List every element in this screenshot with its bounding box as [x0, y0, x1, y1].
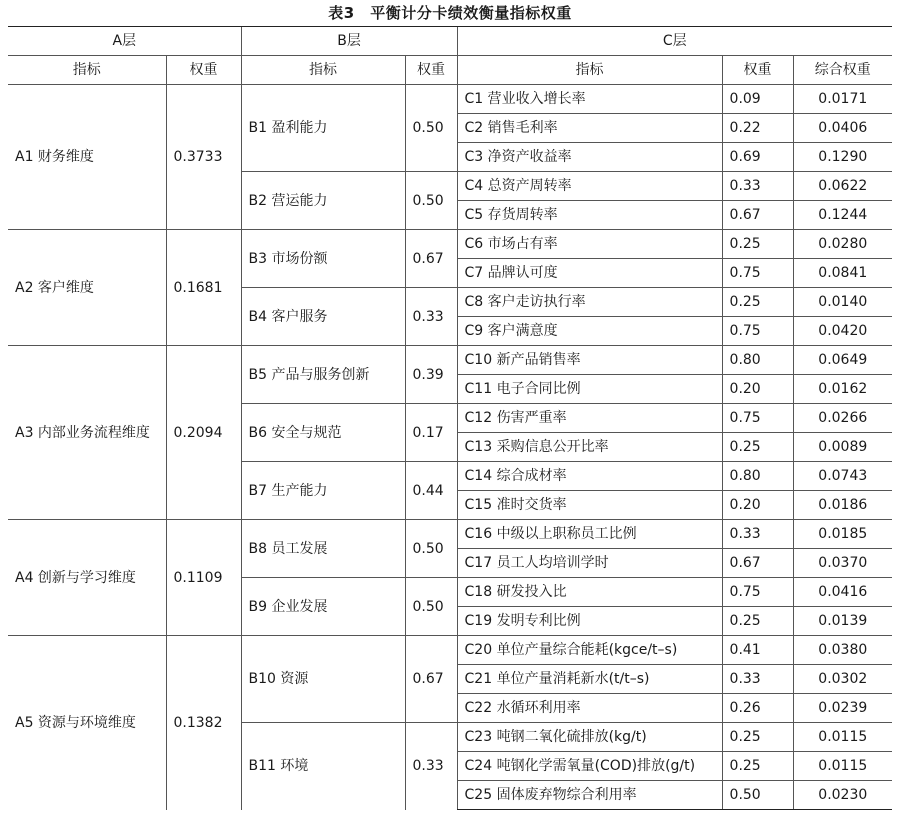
c-combined-weight-cell: 0.0280	[793, 230, 892, 259]
table-body	[8, 85, 892, 810]
b-weight-cell: 0.50	[405, 578, 457, 636]
c-combined-weight-cell: 0.0239	[793, 694, 892, 723]
c-combined-weight-cell: 0.0406	[793, 114, 892, 143]
c-weight-cell: 0.25	[722, 607, 793, 636]
c-indicator-cell: C23 吨钢二氧化硫排放(kg/t)	[457, 723, 722, 752]
c-combined-weight-cell: 0.0185	[793, 520, 892, 549]
header-b-indicator: 指标	[241, 56, 405, 85]
c-weight-cell: 0.69	[722, 143, 793, 172]
b-weight-cell: 0.17	[405, 404, 457, 462]
c-weight-cell: 0.67	[722, 549, 793, 578]
c-combined-weight-cell: 0.0370	[793, 549, 892, 578]
b-weight-cell: 0.67	[405, 636, 457, 723]
c-indicator-cell: C20 单位产量综合能耗(kgce/t–s)	[457, 636, 722, 665]
c-weight-cell: 0.75	[722, 259, 793, 288]
c-indicator-cell: C19 发明专利比例	[457, 607, 722, 636]
c-weight-cell: 0.80	[722, 346, 793, 375]
b-indicator-cell: B4 客户服务	[241, 288, 405, 346]
a-weight-cell: 0.3733	[166, 85, 241, 230]
c-combined-weight-cell: 0.0416	[793, 578, 892, 607]
a-indicator-cell: A4 创新与学习维度	[8, 520, 166, 636]
table-title: 表3 平衡计分卡绩效衡量指标权重	[328, 4, 572, 22]
c-combined-weight-cell: 0.0420	[793, 317, 892, 346]
c-combined-weight-cell: 0.0089	[793, 433, 892, 462]
c-combined-weight-cell: 0.0380	[793, 636, 892, 665]
b-indicator-cell: B1 盈利能力	[241, 85, 405, 172]
header-a-weight: 权重	[166, 56, 241, 85]
c-combined-weight-cell: 0.0266	[793, 404, 892, 433]
header-b-weight: 权重	[405, 56, 457, 85]
c-weight-cell: 0.41	[722, 636, 793, 665]
c-indicator-cell: C16 中级以上职称员工比例	[457, 520, 722, 549]
b-indicator-cell: B9 企业发展	[241, 578, 405, 636]
c-weight-cell: 0.50	[722, 781, 793, 810]
c-combined-weight-cell: 0.0171	[793, 85, 892, 114]
c-combined-weight-cell: 0.0162	[793, 375, 892, 404]
c-combined-weight-cell: 0.0115	[793, 752, 892, 781]
c-combined-weight-cell: 0.1244	[793, 201, 892, 230]
c-combined-weight-cell: 0.0302	[793, 665, 892, 694]
a-weight-cell: 0.1681	[166, 230, 241, 346]
header-layer-b: B层	[241, 27, 457, 56]
c-weight-cell: 0.20	[722, 491, 793, 520]
c-weight-cell: 0.75	[722, 317, 793, 346]
c-weight-cell: 0.22	[722, 114, 793, 143]
c-indicator-cell: C24 吨钢化学需氧量(COD)排放(g/t)	[457, 752, 722, 781]
c-indicator-cell: C21 单位产量消耗新水(t/t–s)	[457, 665, 722, 694]
c-combined-weight-cell: 0.0230	[793, 781, 892, 810]
c-combined-weight-cell: 0.0186	[793, 491, 892, 520]
b-indicator-cell: B11 环境	[241, 723, 405, 810]
c-indicator-cell: C17 员工人均培训学时	[457, 549, 722, 578]
a-indicator-cell: A5 资源与环境维度	[8, 636, 166, 810]
b-indicator-cell: B8 员工发展	[241, 520, 405, 578]
c-indicator-cell: C9 客户满意度	[457, 317, 722, 346]
header-c-weight: 权重	[722, 56, 793, 85]
table-row	[8, 520, 892, 549]
b-indicator-cell: B6 安全与规范	[241, 404, 405, 462]
b-weight-cell: 0.50	[405, 520, 457, 578]
c-indicator-cell: C1 营业收入增长率	[457, 85, 722, 114]
table-row	[8, 230, 892, 259]
c-indicator-cell: C5 存货周转率	[457, 201, 722, 230]
c-combined-weight-cell: 0.0115	[793, 723, 892, 752]
c-weight-cell: 0.67	[722, 201, 793, 230]
c-indicator-cell: C10 新产品销售率	[457, 346, 722, 375]
c-indicator-cell: C11 电子合同比例	[457, 375, 722, 404]
b-indicator-cell: B5 产品与服务创新	[241, 346, 405, 404]
b-indicator-cell: B10 资源	[241, 636, 405, 723]
b-weight-cell: 0.50	[405, 172, 457, 230]
c-weight-cell: 0.25	[722, 288, 793, 317]
c-indicator-cell: C7 品牌认可度	[457, 259, 722, 288]
c-weight-cell: 0.80	[722, 462, 793, 491]
header-a-indicator: 指标	[8, 56, 166, 85]
c-weight-cell: 0.25	[722, 723, 793, 752]
header-combined-weight: 综合权重	[793, 56, 892, 85]
a-indicator-cell: A3 内部业务流程维度	[8, 346, 166, 520]
c-weight-cell: 0.25	[722, 230, 793, 259]
a-weight-cell: 0.1109	[166, 520, 241, 636]
b-indicator-cell: B3 市场份额	[241, 230, 405, 288]
table-row	[8, 346, 892, 375]
c-weight-cell: 0.25	[722, 433, 793, 462]
c-combined-weight-cell: 0.0649	[793, 346, 892, 375]
c-combined-weight-cell: 0.0140	[793, 288, 892, 317]
b-weight-cell: 0.44	[405, 462, 457, 520]
c-weight-cell: 0.20	[722, 375, 793, 404]
c-weight-cell: 0.75	[722, 404, 793, 433]
header-layer-c: C层	[457, 27, 892, 56]
c-indicator-cell: C18 研发投入比	[457, 578, 722, 607]
table-row	[8, 85, 892, 114]
c-combined-weight-cell: 0.0139	[793, 607, 892, 636]
b-weight-cell: 0.33	[405, 288, 457, 346]
c-weight-cell: 0.25	[722, 752, 793, 781]
c-indicator-cell: C22 水循环利用率	[457, 694, 722, 723]
c-combined-weight-cell: 0.0622	[793, 172, 892, 201]
header-layer-a: A层	[8, 27, 241, 56]
a-indicator-cell: A1 财务维度	[15, 149, 94, 165]
c-combined-weight-cell: 0.0743	[793, 462, 892, 491]
c-indicator-cell: C8 客户走访执行率	[457, 288, 722, 317]
a-weight-cell: 0.1382	[166, 636, 241, 810]
weight-table	[8, 26, 892, 810]
c-indicator-cell: C3 净资产收益率	[457, 143, 722, 172]
table-row	[8, 636, 892, 665]
c-indicator-cell: C15 准时交货率	[457, 491, 722, 520]
c-indicator-cell: C13 采购信息公开比率	[457, 433, 722, 462]
c-indicator-cell: C2 销售毛利率	[457, 114, 722, 143]
b-indicator-cell: B2 营运能力	[241, 172, 405, 230]
c-indicator-cell: C25 固体废弃物综合利用率	[457, 781, 722, 810]
c-combined-weight-cell: 0.0841	[793, 259, 892, 288]
c-indicator-cell: C12 伤害严重率	[457, 404, 722, 433]
c-indicator-cell: C4 总资产周转率	[457, 172, 722, 201]
b-weight-cell: 0.33	[405, 723, 457, 810]
c-weight-cell: 0.26	[722, 694, 793, 723]
b-weight-cell: 0.39	[405, 346, 457, 404]
a-indicator-cell: A2 客户维度	[8, 230, 166, 346]
a-weight-cell: 0.2094	[166, 346, 241, 520]
c-weight-cell: 0.33	[722, 520, 793, 549]
b-weight-cell: 0.67	[405, 230, 457, 288]
b-weight-cell: 0.50	[405, 85, 457, 172]
c-weight-cell: 0.75	[722, 578, 793, 607]
header-c-indicator: 指标	[457, 56, 722, 85]
c-indicator-cell: C14 综合成材率	[457, 462, 722, 491]
c-weight-cell: 0.33	[722, 665, 793, 694]
c-weight-cell: 0.09	[722, 85, 793, 114]
c-indicator-cell: C6 市场占有率	[457, 230, 722, 259]
b-indicator-cell: B7 生产能力	[241, 462, 405, 520]
c-weight-cell: 0.33	[722, 172, 793, 201]
c-combined-weight-cell: 0.1290	[793, 143, 892, 172]
